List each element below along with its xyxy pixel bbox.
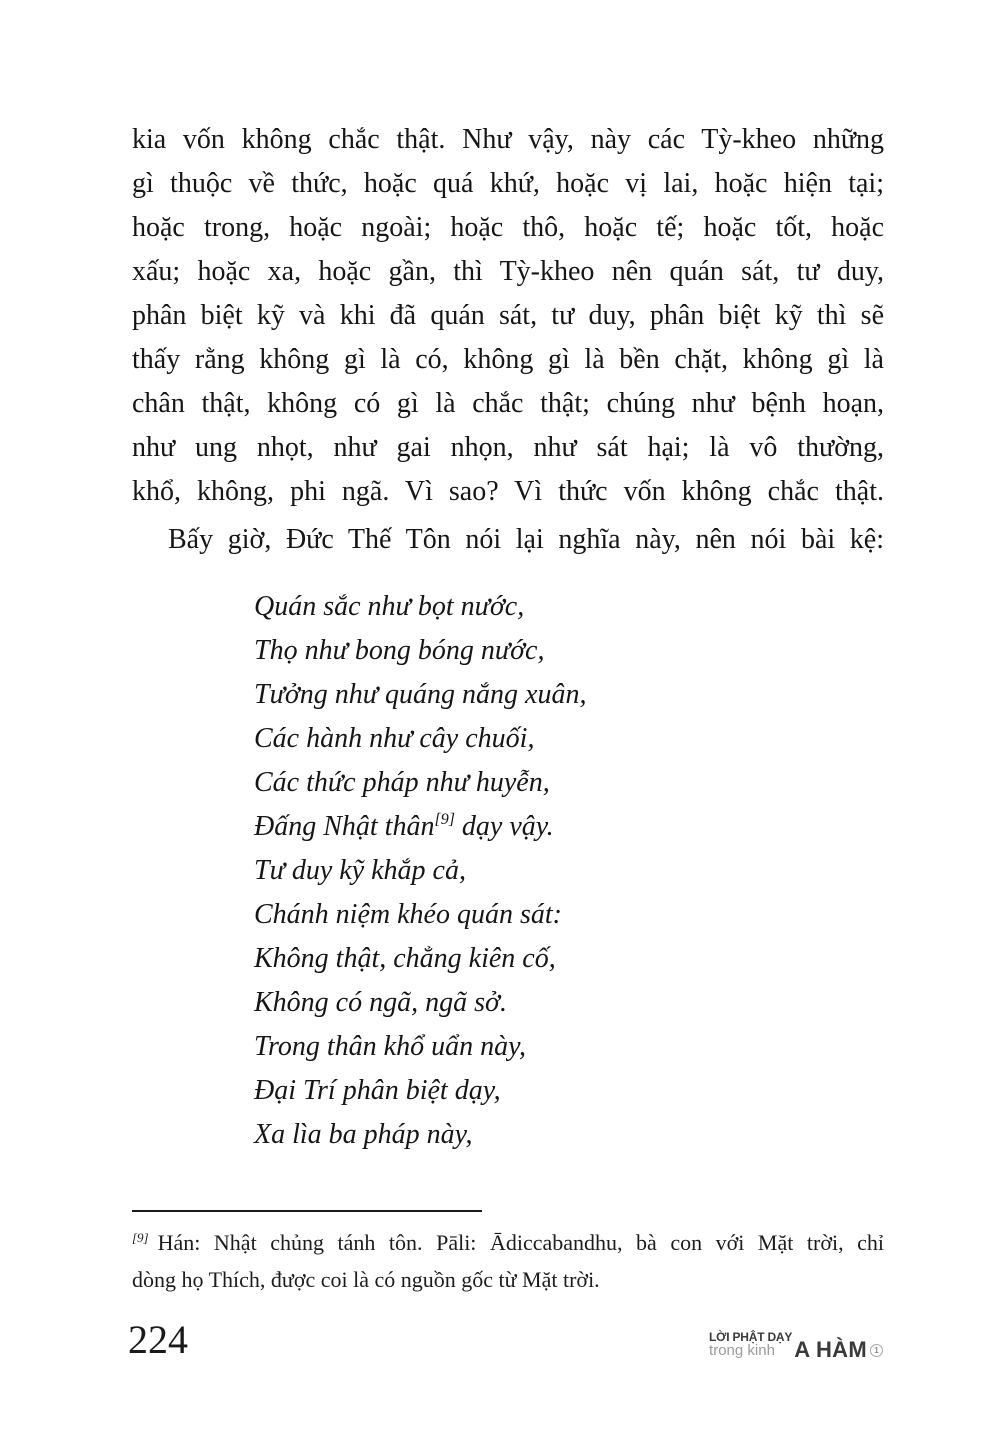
footnote-text: Hán: Nhật chủng tánh tôn. Pāli: Ādiccabandhu, bà con với Mặt trời, chỉ [157,1230,884,1255]
verse-line: Xa lìa ba pháp này, [254,1119,473,1150]
verse-line: Các hành như cây chuối, [254,723,535,754]
verse-line-text: Đấng Nhật thân [254,811,435,842]
footnote-line [132,1224,884,1261]
verse-line: Tư duy kỹ khắp cả, [254,855,466,886]
page-number: 224 [128,1317,188,1362]
footnote-divider [132,1210,482,1212]
book-logo [709,1330,883,1362]
logo-tagline: LỜI PHẬT DẠY [709,1330,793,1344]
body-text-line: phân biệt kỹ và khi đã quán sát, tư duy, phân biệt kỹ thì sẽ [132,300,884,331]
footnote-line: dòng họ Thích, được coi là có nguồn gốc từ Mặt trời. [132,1267,600,1292]
logo-title: A HÀM [794,1336,867,1362]
verse-line: Chánh niệm khéo quán sát: [254,899,562,930]
body-text-line: gì thuộc về thức, hoặc quá khứ, hoặc vị lai, hoặc hiện tại; [132,168,884,199]
body-text-line: kia vốn không chắc thật. Như vậy, này các Tỳ-kheo những [132,124,884,155]
verse-line: Các thức pháp như huyễn, [254,767,550,798]
body-text-line: như ung nhọt, như gai nhọn, như sát hại; là vô thường, [132,432,884,463]
verse-line: Quán sắc như bọt nước, [254,591,525,622]
verse-line: Thọ như bong bóng nước, [254,635,545,666]
footnote [132,1224,884,1298]
footnote-marker: [9] [132,1229,149,1245]
body-text-line: chân thật, không có gì là chắc thật; chúng như bệnh hoạn, [132,388,884,419]
verse-line [254,805,884,849]
verse-line: Trong thân khổ uẩn này, [254,1031,526,1062]
volume-badge-icon: 1 [870,1344,883,1357]
logo-series: trong kinh [709,1342,775,1359]
verse-line: Không thật, chẳng kiên cố, [254,943,556,974]
verse-block [254,585,884,1157]
text-block [132,118,884,1298]
body-text-line: khổ, không, phi ngã. Vì sao? Vì thức vốn không chắc thật. [132,476,884,507]
body-text-line: xấu; hoặc xa, hoặc gần, thì Tỳ-kheo nên quán sát, tư duy, [132,256,884,287]
verse-line: Tưởng như quáng nắng xuân, [254,679,587,710]
body-text-line: hoặc trong, hoặc ngoài; hoặc thô, hoặc tế; hoặc tốt, hoặc [132,212,884,243]
lead-in-sentence: Bấy giờ, Đức Thế Tôn nói lại nghĩa này, nên nói bài kệ: [168,524,884,555]
body-paragraph [132,118,884,514]
logo-text-stack [709,1331,792,1358]
verse-line: Không có ngã, ngã sở. [254,987,507,1018]
verse-line-text: dạy vậy. [454,811,554,842]
body-text-line: thấy rằng không gì là có, không gì là bền chặt, không gì là [132,344,884,375]
verse-line: Đại Trí phân biệt dạy, [254,1075,501,1106]
footnote-reference: [9] [434,810,455,828]
